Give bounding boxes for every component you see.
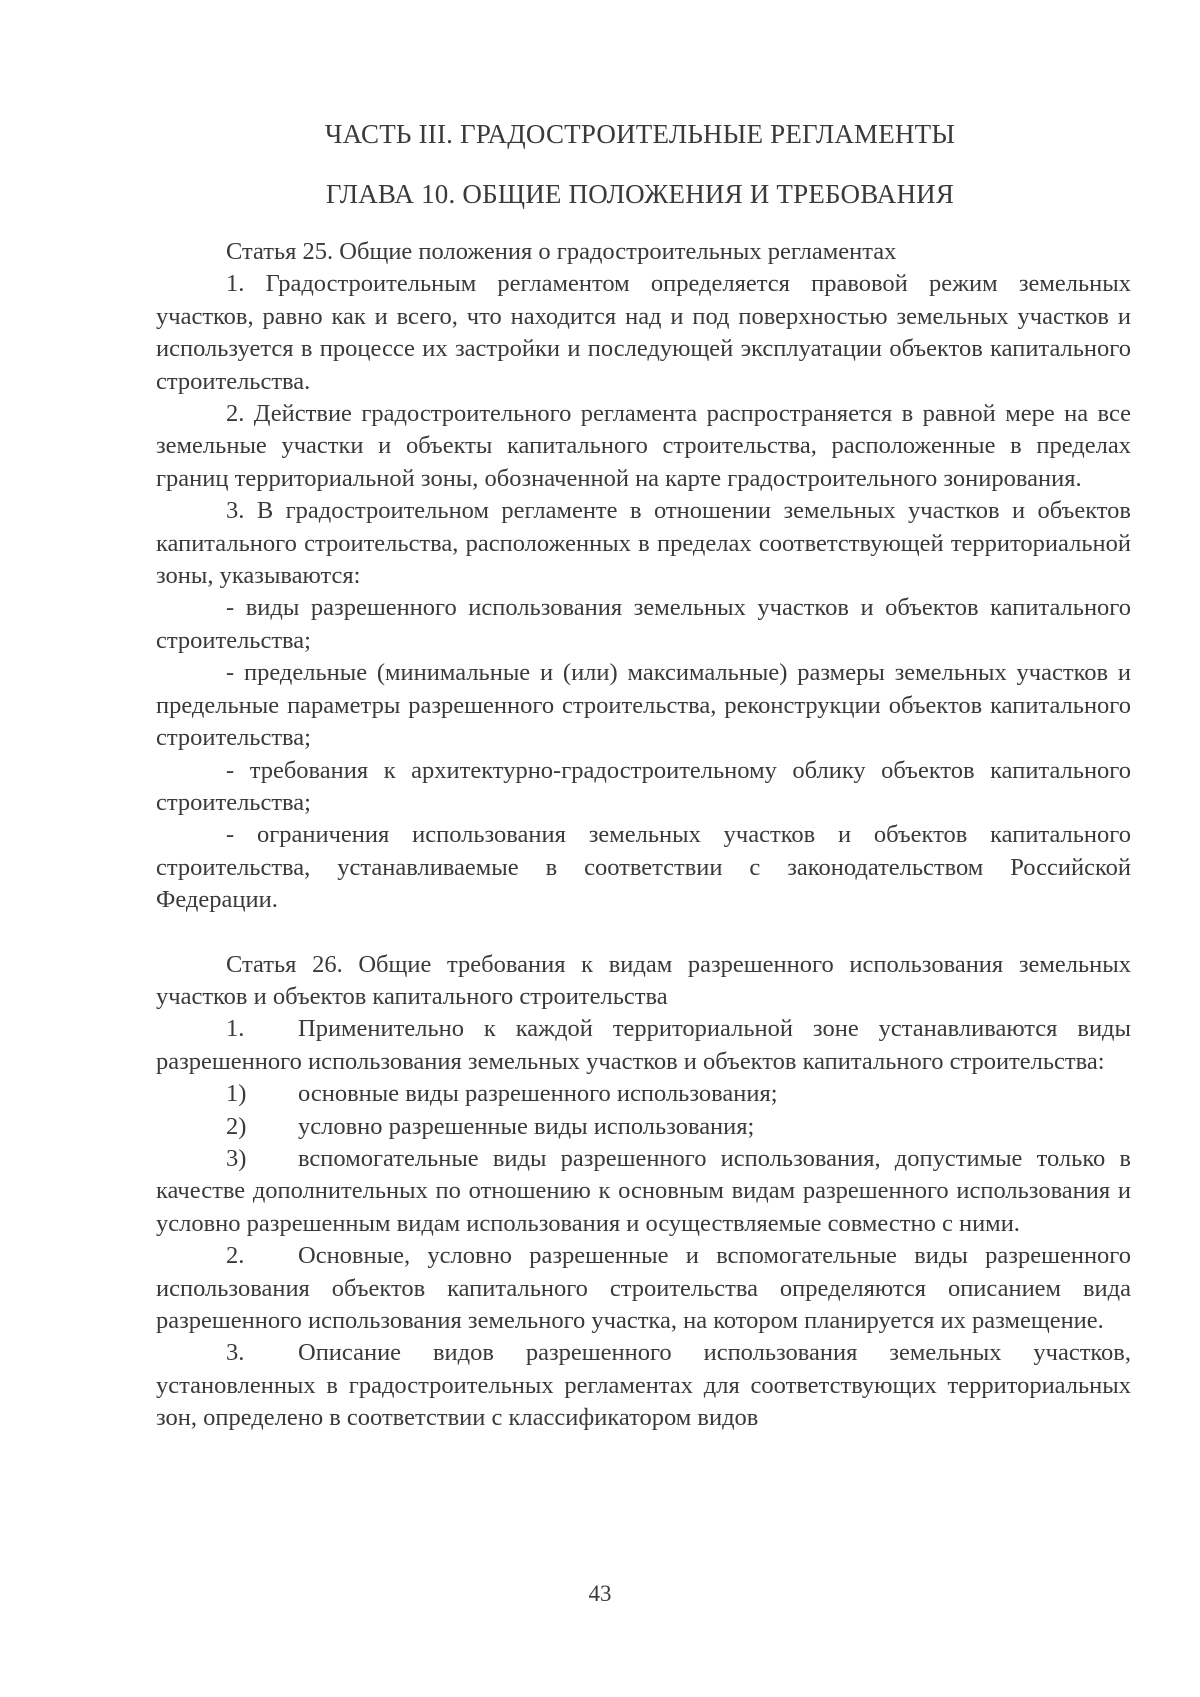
article-26-item xyxy=(156,1078,1131,1110)
item-text: условно разрешенные виды использования; xyxy=(298,1112,755,1140)
document-body xyxy=(156,236,1131,1435)
page-number: 43 xyxy=(588,1581,612,1606)
article-26-item xyxy=(156,1337,1131,1434)
item-number: 3) xyxy=(226,1144,247,1172)
item-text: основные виды разрешенного использования; xyxy=(298,1080,778,1108)
article-26-item xyxy=(156,1013,1131,1078)
chapter-title: ГЛАВА 10. ОБЩИЕ ПОЛОЖЕНИЯ И ТРЕБОВАНИЯ xyxy=(325,179,955,209)
article-25-paragraph-2: 2. Действие градостроительного регламента распространяется в равной мере на все земельные участки и объекты капитального строительства, расположенные в пределах границ территориальной зоны, обозначенной на карте градостроительного зонирования. xyxy=(156,400,1131,492)
article-25-paragraph-1: 1. Градостроительным регламентом определяется правовой режим земельных участков, равно как и всего, что находится над и под поверхностью земельных участков и используется в процессе их застройки и последующей эксплуатации объектов капитального строительства. xyxy=(156,270,1131,395)
article-25-paragraph-3: 3. В градостроительном регламенте в отношении земельных участков и объектов капитального строительства, расположенных в пределах соответствующей территориальной зоны, указываются: xyxy=(156,497,1131,590)
article-26-heading: Статья 26. Общие требования к видам разрешенного использования земельных участков и объектов капитального строительства xyxy=(156,950,1131,1010)
item-number: 2. xyxy=(226,1242,245,1270)
article-25-bullet-1: - виды разрешенного использования земельных участков и объектов капитального строительства; xyxy=(156,594,1131,654)
article-26-item xyxy=(156,1111,1131,1143)
item-text: Описание видов разрешенного использования земельных участков, установленных в градостроительных регламентах для соответствующих территориальных зон, определено в соответствии с классификатором видов xyxy=(156,1339,1131,1432)
item-number: 3. xyxy=(226,1339,245,1367)
article-25-bullet-3: - требования к архитектурно-градостроительному облику объектов капитального строительства; xyxy=(156,756,1131,816)
item-number: 1) xyxy=(226,1080,247,1108)
article-25-bullet-4: - ограничения использования земельных участков и объектов капитального строительства, устанавливаемые в соответствии с законодательством Российской Федерации. xyxy=(156,821,1131,914)
article-26-item xyxy=(156,1143,1131,1240)
item-number: 2) xyxy=(226,1112,247,1140)
item-text: Применительно к каждой территориальной зоне устанавливаются виды разрешенного использования земельных участков и объектов капитального строительства: xyxy=(156,1015,1131,1075)
article-25-heading: Статья 25. Общие положения о градостроительных регламентах xyxy=(226,238,897,265)
item-text: Основные, условно разрешенные и вспомогательные виды разрешенного использования объектов капитального строительства определяются описанием вида разрешенного использования земельного участка, на котором планируется их размещение. xyxy=(156,1242,1131,1334)
article-25-bullet-2: - предельные (минимальные и (или) максимальные) размеры земельных участков и предельные параметры разрешенного строительства, реконструкции объектов капитального строительства; xyxy=(156,659,1131,752)
item-text: вспомогательные виды разрешенного использования, допустимые только в качестве дополнительных по отношению к основным видам разрешенного использования и условно разрешенным видам использования и осуществляемые совместно с ними. xyxy=(156,1144,1131,1237)
part-title: ЧАСТЬ III. ГРАДОСТРОИТЕЛЬНЫЕ РЕГЛАМЕНТЫ xyxy=(324,119,956,149)
item-number: 1. xyxy=(226,1015,245,1043)
article-26-item xyxy=(156,1240,1131,1337)
